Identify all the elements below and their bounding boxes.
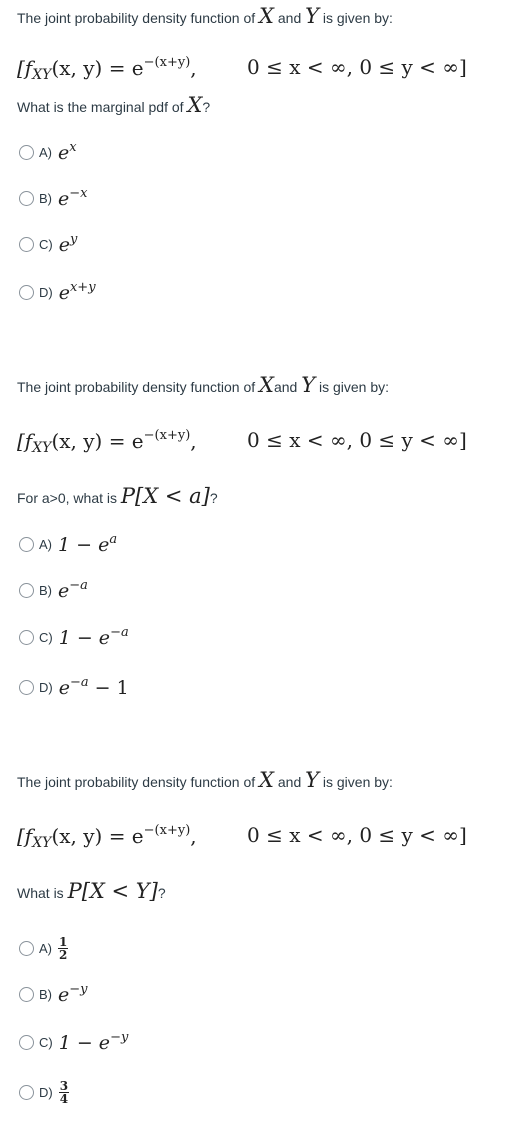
and-text: and [277, 774, 302, 790]
var-x: X [259, 768, 274, 792]
fraction-numerator: 3 [59, 1078, 69, 1093]
option-math [59, 232, 78, 256]
option-math [59, 1030, 129, 1054]
radio-button[interactable] [19, 630, 34, 645]
formula-lhs: [f [17, 56, 33, 80]
option-label: A) [39, 144, 52, 160]
intro-text: The joint probability density function of [17, 379, 256, 395]
ask-math: X [187, 93, 203, 117]
radio-button[interactable] [19, 1085, 34, 1100]
ask-text: What is [17, 885, 64, 901]
option-base: e [58, 234, 70, 256]
option-b[interactable] [19, 982, 88, 1006]
option-base: 1 − e [58, 1032, 111, 1054]
ask-text: For a>0, what is [17, 490, 117, 506]
var-y: Y [305, 768, 319, 792]
option-label: C) [39, 236, 53, 252]
option-sup: −a [69, 578, 88, 593]
formula-comma: , [190, 824, 197, 848]
option-base: e [58, 282, 70, 304]
radio-button[interactable] [19, 941, 34, 956]
formula-range: 0 ≤ x < ∞, 0 ≤ y < ∞] [247, 823, 467, 847]
given-text: is given by: [322, 10, 393, 26]
option-label: B) [39, 190, 52, 206]
option-fraction [58, 936, 68, 961]
option-c[interactable] [19, 625, 129, 649]
question-ask [17, 484, 218, 508]
option-label: B) [39, 986, 52, 1002]
option-d[interactable] [19, 280, 96, 304]
option-suffix: − 1 [88, 677, 129, 699]
formula-comma: , [190, 56, 197, 80]
and-text: and [277, 10, 302, 26]
option-base: 1 − e [58, 534, 110, 556]
option-d[interactable] [19, 675, 129, 699]
intro-text: The joint probability density function of [17, 774, 256, 790]
formula-range: 0 ≤ x < ∞, 0 ≤ y < ∞] [247, 428, 467, 452]
option-base: 1 − e [58, 627, 111, 649]
formula-sub: XY [32, 440, 52, 456]
formula-sub: XY [32, 67, 52, 83]
var-x: X [259, 4, 274, 28]
option-sup: −a [69, 675, 89, 690]
option-label: B) [39, 582, 52, 598]
option-label: A) [39, 536, 52, 552]
option-label: D) [39, 1084, 53, 1100]
question-ask [17, 879, 166, 903]
radio-button[interactable] [19, 680, 34, 695]
option-sup: −y [110, 1030, 129, 1045]
formula-mid: (x, y) = e [51, 824, 144, 848]
option-math [58, 532, 117, 556]
question-intro [17, 768, 393, 792]
option-label: D) [39, 679, 53, 695]
option-b[interactable] [19, 186, 87, 210]
radio-button[interactable] [19, 237, 34, 252]
option-base: e [58, 580, 70, 602]
radio-button[interactable] [19, 191, 34, 206]
option-fraction [59, 1080, 69, 1105]
option-base: e [58, 142, 70, 164]
var-y: Y [301, 373, 316, 397]
radio-button[interactable] [19, 537, 34, 552]
option-math [58, 140, 77, 164]
option-sup: −a [110, 625, 129, 640]
formula-range: 0 ≤ x < ∞, 0 ≤ y < ∞] [247, 55, 467, 79]
option-math [59, 625, 129, 649]
var-y: Y [305, 4, 319, 28]
option-sup: −x [69, 186, 88, 201]
option-a[interactable] [19, 532, 117, 556]
ask-text: What is the marginal pdf of [17, 99, 184, 115]
joint-pdf-formula [17, 428, 467, 456]
option-sup: −y [69, 982, 88, 997]
var-x: X [259, 373, 274, 397]
ask-tail: ? [157, 885, 166, 901]
joint-pdf-formula [17, 55, 467, 83]
formula-sup: −(x+y) [143, 823, 191, 838]
given-text: is given by: [319, 379, 390, 395]
fraction-denominator: 4 [59, 1091, 69, 1106]
formula-sup: −(x+y) [143, 428, 191, 443]
given-text: is given by: [322, 774, 393, 790]
and-text: and [273, 379, 298, 395]
formula-lhs: [f [17, 429, 33, 453]
formula-mid: (x, y) = e [51, 56, 144, 80]
option-a[interactable] [19, 140, 77, 164]
option-base: e [58, 984, 70, 1006]
option-math [59, 280, 96, 304]
option-c[interactable] [19, 1030, 128, 1054]
option-a[interactable] [19, 933, 68, 963]
radio-button[interactable] [19, 145, 34, 160]
option-c[interactable] [19, 232, 77, 256]
option-sup: a [109, 532, 118, 547]
option-label: A) [39, 940, 52, 956]
ask-tail: ? [209, 490, 218, 506]
fraction-denominator: 2 [59, 947, 68, 962]
radio-button[interactable] [19, 987, 34, 1002]
option-math [58, 578, 88, 602]
question-intro [17, 4, 393, 28]
joint-pdf-formula [17, 823, 467, 851]
ask-math: P[X < Y] [67, 879, 158, 903]
radio-button[interactable] [19, 583, 34, 598]
ask-math: P[X < a] [120, 484, 210, 508]
option-label: D) [39, 284, 53, 300]
option-sup: x+y [69, 280, 96, 295]
option-sup: x [69, 140, 77, 155]
option-math [58, 186, 87, 210]
option-base: e [58, 677, 70, 699]
formula-lhs: [f [17, 824, 33, 848]
option-d[interactable] [19, 1077, 69, 1107]
radio-button[interactable] [19, 285, 34, 300]
formula-sub: XY [32, 835, 52, 851]
question-ask [17, 93, 210, 117]
option-math [59, 675, 129, 699]
option-label: C) [39, 1034, 53, 1050]
option-sup: y [69, 232, 78, 247]
formula-mid: (x, y) = e [51, 429, 144, 453]
formula-comma: , [190, 429, 197, 453]
option-math [58, 982, 88, 1006]
formula-sup: −(x+y) [143, 55, 191, 70]
option-b[interactable] [19, 578, 88, 602]
option-base: e [58, 188, 70, 210]
ask-tail: ? [202, 99, 211, 115]
intro-text: The joint probability density function of [17, 10, 256, 26]
radio-button[interactable] [19, 1035, 34, 1050]
question-intro [17, 373, 389, 397]
fraction-numerator: 1 [59, 934, 68, 949]
option-label: C) [39, 629, 53, 645]
